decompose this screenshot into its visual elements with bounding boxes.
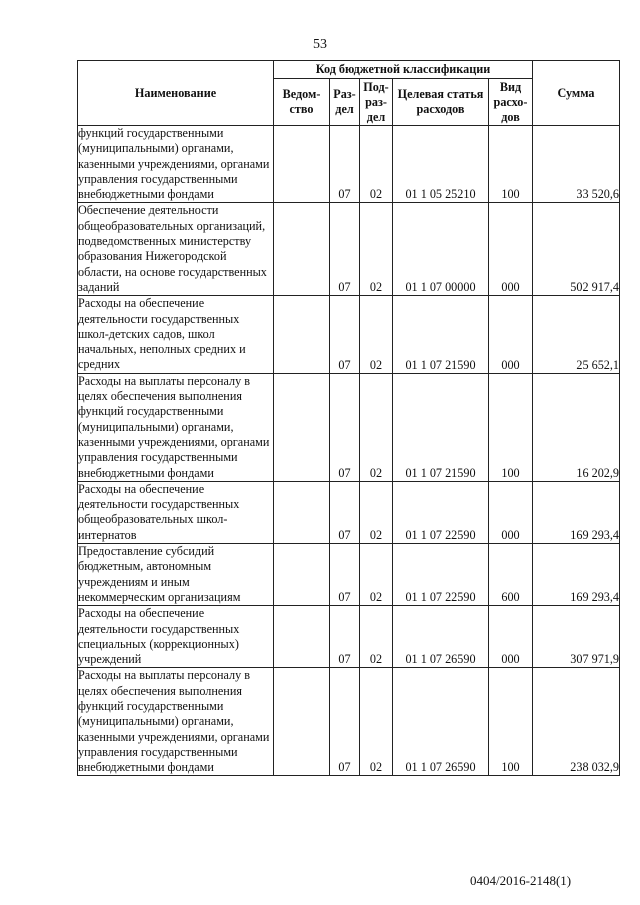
header-target-article-text: Целевая статья расходов xyxy=(397,87,484,116)
header-code-group: Код бюджетной классификации xyxy=(274,61,533,79)
row-subsection: 02 xyxy=(360,481,393,543)
row-section: 07 xyxy=(330,203,360,296)
header-target-article xyxy=(393,79,489,126)
table-row xyxy=(78,544,620,606)
header-department xyxy=(274,79,330,126)
row-amount: 169 293,4 xyxy=(533,481,620,543)
row-target-article: 01 1 07 22590 xyxy=(393,481,489,543)
row-name: функций государственными (муниципальными) органами, казенными учреждениями, органами управления государственными внебюджетными фондами xyxy=(78,126,274,203)
page-number: 53 xyxy=(313,37,327,52)
row-amount: 169 293,4 xyxy=(533,544,620,606)
row-amount: 307 971,9 xyxy=(533,606,620,668)
table-row xyxy=(78,481,620,543)
row-amount: 25 652,1 xyxy=(533,296,620,373)
table-row xyxy=(78,606,620,668)
row-subsection: 02 xyxy=(360,126,393,203)
header-subsection-text: Под-раз-дел xyxy=(363,79,389,124)
row-expense-type: 000 xyxy=(489,296,533,373)
row-department xyxy=(274,481,330,543)
row-section: 07 xyxy=(330,668,360,776)
row-name: Расходы на выплаты персоналу в целях обеспечения выполнения функций государственными (муниципальными) органами, казенными учреждениями, органами управления государственными внебюджетными фондами xyxy=(78,373,274,481)
row-amount: 33 520,6 xyxy=(533,126,620,203)
row-target-article: 01 1 07 00000 xyxy=(393,203,489,296)
row-department xyxy=(274,203,330,296)
row-name: Расходы на обеспечение деятельности государственных школ-детских садов, школ начальных, неполных средних и средних xyxy=(78,296,274,373)
row-subsection: 02 xyxy=(360,373,393,481)
header-subsection xyxy=(360,79,393,126)
header-expense-type xyxy=(489,79,533,126)
row-section: 07 xyxy=(330,126,360,203)
row-section: 07 xyxy=(330,544,360,606)
header-section-text: Раз-дел xyxy=(333,87,356,116)
row-expense-type: 000 xyxy=(489,481,533,543)
row-name: Обеспечение деятельности общеобразовательных организаций, подведомственных министерству образования Нижегородской области, на основе государственных заданий xyxy=(78,203,274,296)
row-target-article: 01 1 07 26590 xyxy=(393,668,489,776)
table-body xyxy=(78,126,620,776)
row-name: Расходы на обеспечение деятельности государственных специальных (коррекционных) учреждений xyxy=(78,606,274,668)
table-row xyxy=(78,203,620,296)
table-row xyxy=(78,373,620,481)
row-section: 07 xyxy=(330,481,360,543)
table-row xyxy=(78,126,620,203)
header-name: Наименование xyxy=(78,61,274,126)
row-target-article: 01 1 05 25210 xyxy=(393,126,489,203)
header-expense-type-text: Вид расхо-дов xyxy=(493,79,528,124)
row-expense-type: 000 xyxy=(489,606,533,668)
row-target-article: 01 1 07 22590 xyxy=(393,544,489,606)
header-department-text: Ведом-ство xyxy=(282,87,321,116)
row-name: Расходы на выплаты персоналу в целях обеспечения выполнения функций государственными (муниципальными) органами, казенными учреждениями, органами управления государственными внебюджетными фондами xyxy=(78,668,274,776)
row-department xyxy=(274,544,330,606)
row-expense-type: 100 xyxy=(489,126,533,203)
row-subsection: 02 xyxy=(360,296,393,373)
row-amount: 502 917,4 xyxy=(533,203,620,296)
row-expense-type: 100 xyxy=(489,668,533,776)
row-target-article: 01 1 07 26590 xyxy=(393,606,489,668)
row-target-article: 01 1 07 21590 xyxy=(393,296,489,373)
row-subsection: 02 xyxy=(360,544,393,606)
header-section xyxy=(330,79,360,126)
row-amount: 238 032,9 xyxy=(533,668,620,776)
document-code: 0404/2016-2148(1) xyxy=(470,873,572,888)
header-amount: Сумма xyxy=(533,61,620,126)
row-target-article: 01 1 07 21590 xyxy=(393,373,489,481)
row-section: 07 xyxy=(330,373,360,481)
row-subsection: 02 xyxy=(360,606,393,668)
budget-table xyxy=(77,60,620,776)
row-section: 07 xyxy=(330,606,360,668)
row-name: Расходы на обеспечение деятельности государственных общеобразовательных школ-интернатов xyxy=(78,481,274,543)
table-header xyxy=(78,61,620,126)
row-department xyxy=(274,606,330,668)
row-expense-type: 000 xyxy=(489,203,533,296)
row-expense-type: 600 xyxy=(489,544,533,606)
row-department xyxy=(274,668,330,776)
row-subsection: 02 xyxy=(360,668,393,776)
row-section: 07 xyxy=(330,296,360,373)
row-expense-type: 100 xyxy=(489,373,533,481)
table-row xyxy=(78,296,620,373)
table-row xyxy=(78,668,620,776)
row-department xyxy=(274,373,330,481)
row-department xyxy=(274,126,330,203)
row-subsection: 02 xyxy=(360,203,393,296)
row-amount: 16 202,9 xyxy=(533,373,620,481)
row-name: Предоставление субсидий бюджетным, автономным учреждениям и иным некоммерческим организациям xyxy=(78,544,274,606)
row-department xyxy=(274,296,330,373)
